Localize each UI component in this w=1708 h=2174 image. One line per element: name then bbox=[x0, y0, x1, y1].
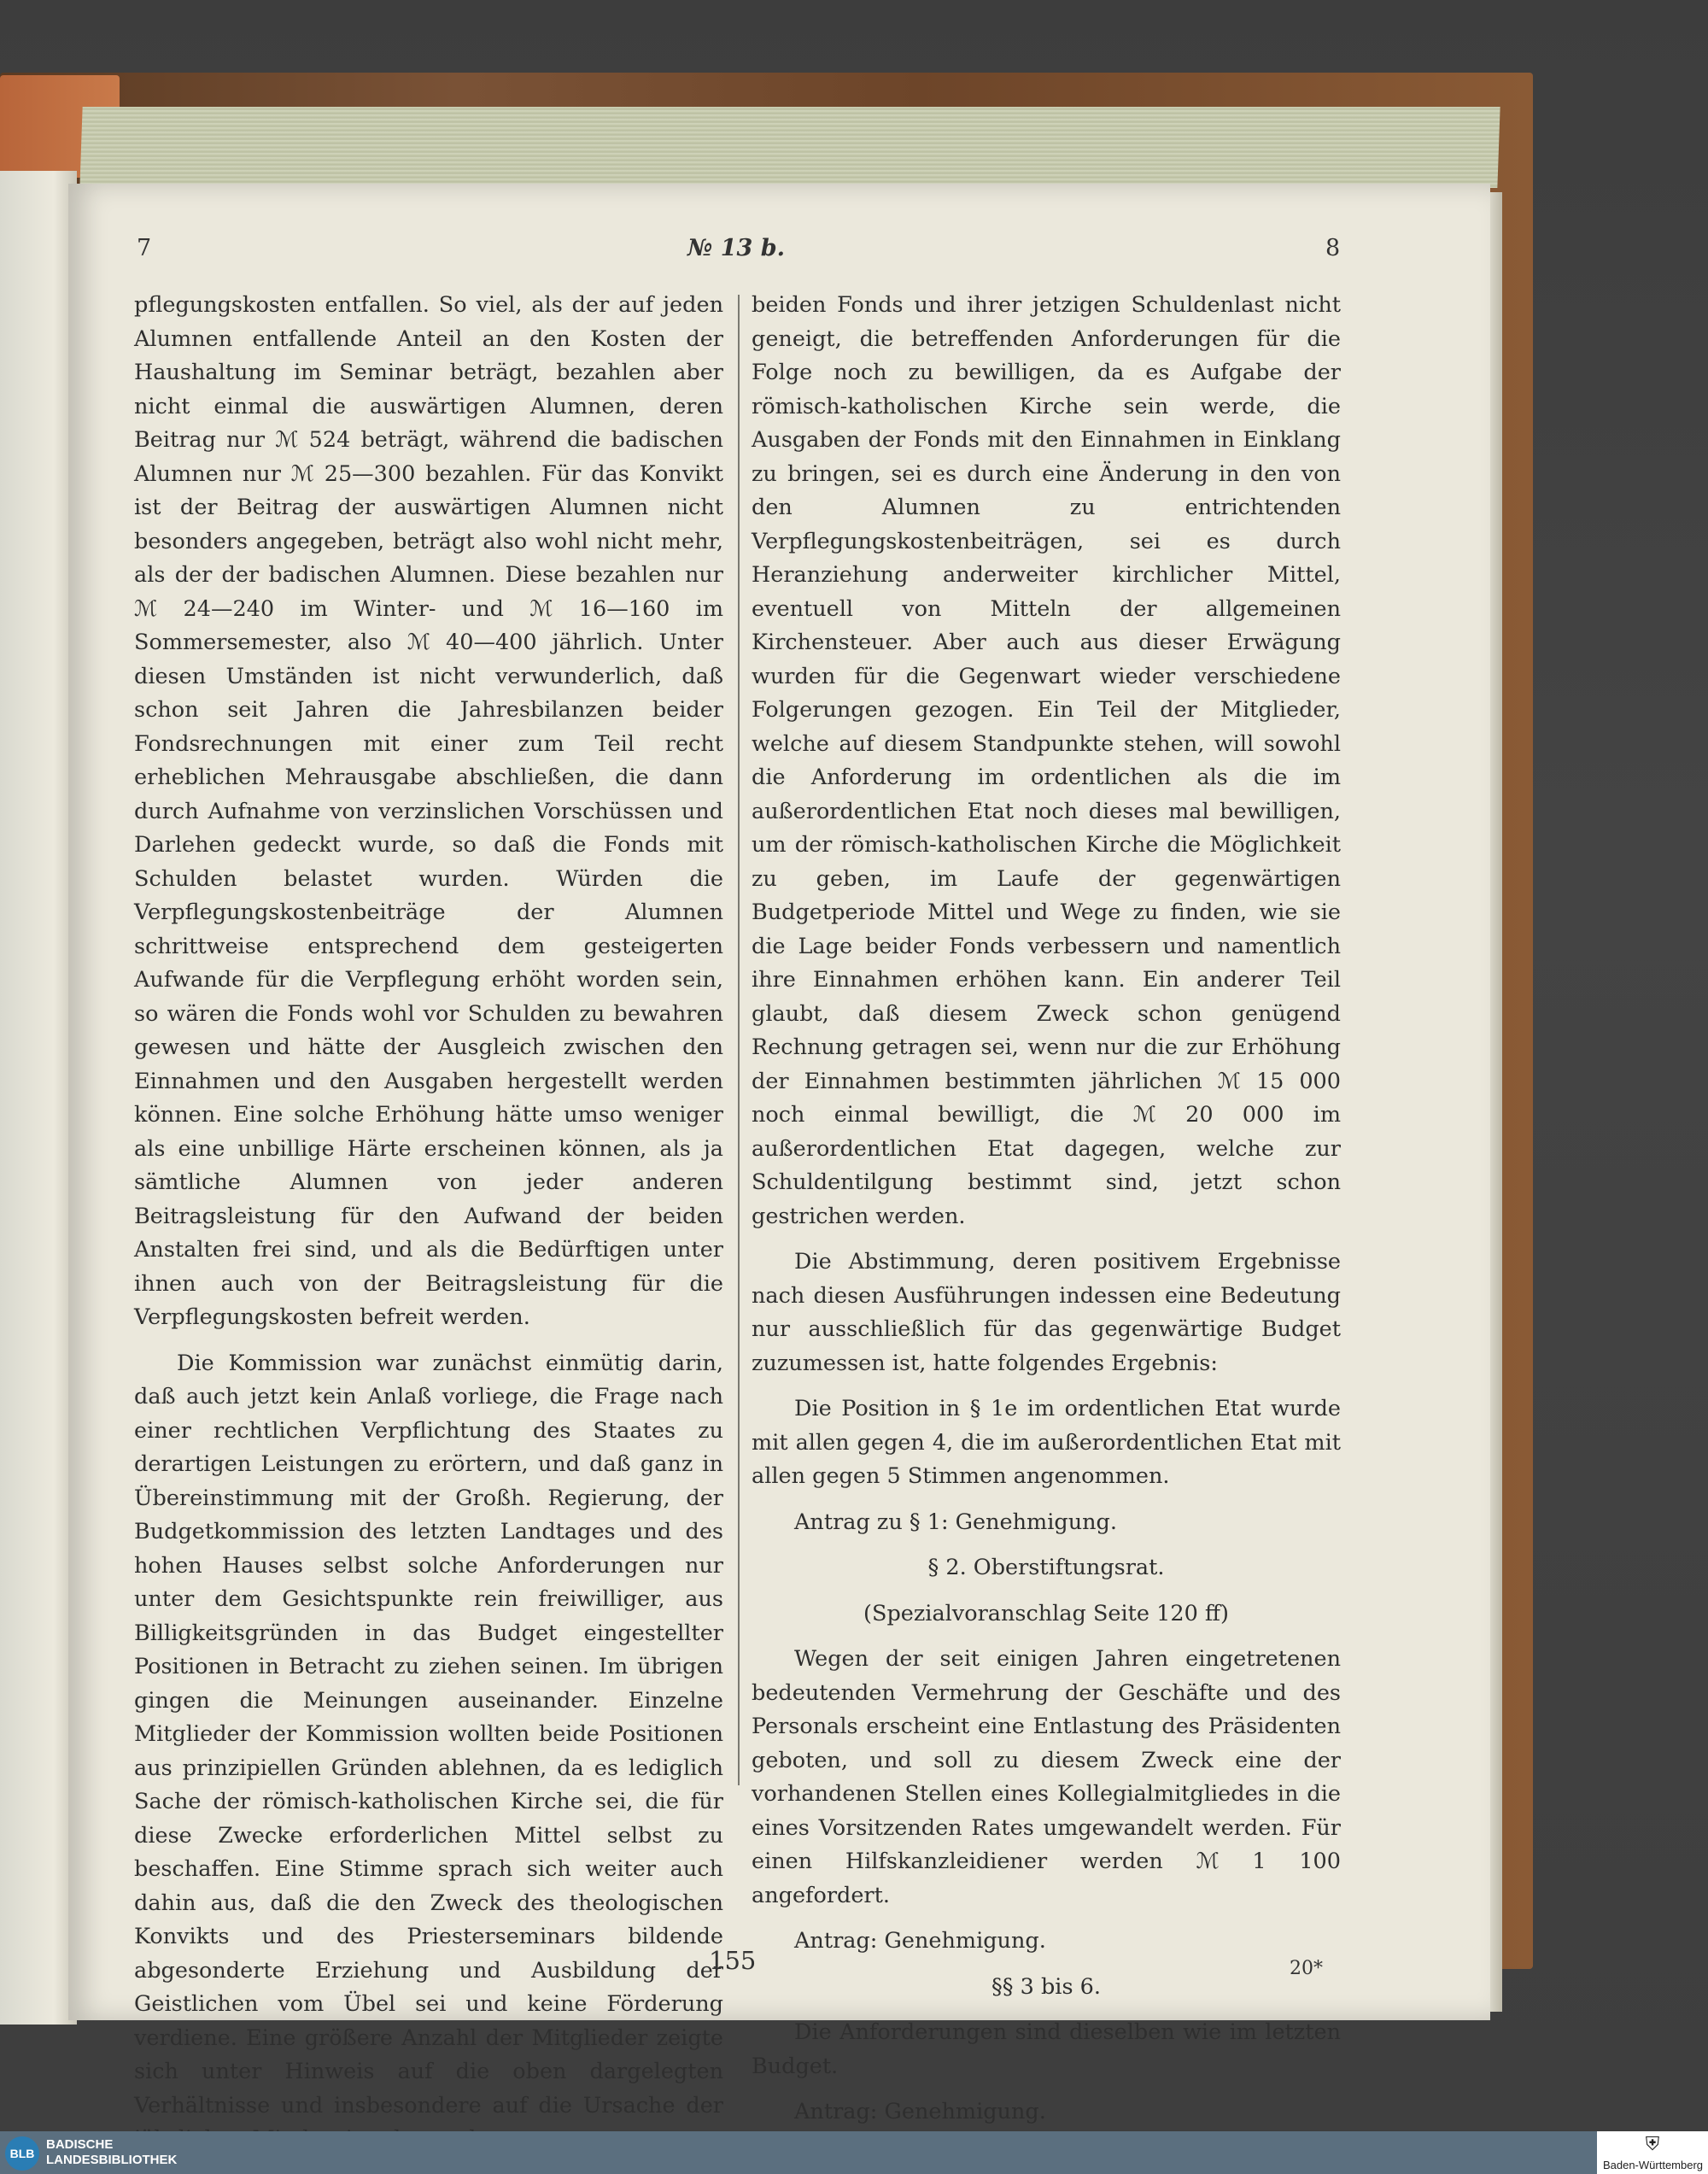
page-stack-edge bbox=[79, 107, 1500, 188]
page-number-right: 8 bbox=[1325, 235, 1341, 261]
library-name-line2: LANDESBIBLIOTHEK bbox=[46, 2153, 178, 2167]
motion-text: Antrag: Genehmigung. bbox=[794, 2099, 1046, 2124]
page-number-left: 7 bbox=[137, 235, 152, 261]
motion-text: Antrag zu § 1: Genehmigung. bbox=[794, 1509, 1117, 1535]
paragraph: Wegen der seit einigen Jahren eingetretenen bedeutenden Vermehrung der Geschäfte und des Personals erscheint eine Entlastung des Präsidenten geboten, und soll zu diesem Zweck eine der vorhandenen Stellen eines Kollegialmitgliedes in die eines Vorsitzenden Rates umgewandelt werden. Für einen Hilfskanzleidiener werden ℳ 1 100 angefordert. bbox=[752, 1646, 1341, 1908]
document-title: № 13 b. bbox=[687, 235, 785, 261]
footer-signature: 20* bbox=[1290, 1958, 1323, 1979]
library-name[interactable] bbox=[46, 2137, 177, 2168]
paragraph: Die Abstimmung, deren positivem Ergebnisse nach diesen Ausführungen indessen eine Bedeutung nur ausschließlich für das gegenwärtige Budget zuzumessen ist, hatte folgendes Ergebnis: bbox=[752, 1249, 1341, 1376]
paragraph: Die Position in § 1e im ordentlichen Etat wurde mit allen gegen 4, die im außerordentlichen Etat mit allen gegen 5 Stimmen angenommen. bbox=[752, 1396, 1341, 1489]
footer-page-number: 155 bbox=[709, 1946, 757, 1975]
state-label: Baden-Württemberg bbox=[1602, 2159, 1704, 2171]
page-edge bbox=[1490, 192, 1502, 2012]
right-column bbox=[752, 289, 1341, 2130]
library-name-line1: BADISCHE bbox=[46, 2137, 114, 2152]
blb-logo[interactable]: BLB bbox=[5, 2136, 39, 2171]
library-footer-bar bbox=[0, 2131, 1708, 2174]
section-heading: §§ 3 bis 6. bbox=[991, 1973, 1101, 2000]
paragraph: Die Anforderungen sind dieselben wie im letzten Budget. bbox=[752, 2019, 1341, 2079]
left-column bbox=[134, 289, 723, 2157]
paragraph: pflegungskosten entfallen. So viel, als der auf jeden Alumnen entfallende Anteil an den Kosten der Haushaltung im Seminar beträgt, bezahlen aber nicht einmal die auswärtigen Alumnen, deren Beitrag nur ℳ 524 beträgt, während die badischen Alumnen nur ℳ 25—300 bezahlen. Für das Konvikt ist der Beitrag der auswärtigen Alumnen nicht besonders angegeben, beträgt also wohl nicht mehr, als der der badischen Alumnen. Diese bezahlen nur ℳ 24—240 im Winter- und ℳ 16—160 im Sommersemester, also ℳ 40—400 jährlich. Unter diesen Umständen ist nicht verwunderlich, daß schon seit Jahren die Jahresbilanzen beider Fondsrechnungen mit einer zum Teil recht erheblichen Mehrausgabe abschließen, die dann durch Aufnahme von verzinslichen Vorschüssen und Darlehen gedeckt wurde, so daß die Fonds mit Schulden belastet wurden. Würden die Verpflegungskostenbeiträge der Alumnen schrittweise entsprechend dem gesteigerten Aufwande für die Verpflegung erhöht worden sein, so wären die Fonds wohl vor Schulden zu bewahren gewesen und hätte der Ausgleich zwischen den Einnahmen und den Ausgaben hergestellt werden können. Eine solche Erhöhung hätte umso weniger als eine unbillige Härte erscheinen können, als ja sämtliche Alumnen von jeder anderen Beitragsleistung für den Aufwand der beiden Anstalten frei sind, und als die Bedürftigen unter ihnen auch von der Beitragsleistung für die Verpflegungskosten befreit werden. bbox=[134, 292, 723, 1330]
section-heading: § 2. Oberstiftungsrat. bbox=[927, 1555, 1165, 1580]
section-subheading: (Spezialvoranschlag Seite 120 ff) bbox=[863, 1600, 1229, 1626]
paragraph: Die Kommission war zunächst einmütig darin, daß auch jetzt kein Anlaß vorliege, die Frage nach einer rechtlichen Verpflichtung des Staates zu derartigen Leistungen zu erörtern, und daß ganz in Übereinstimmung mit der Großh. Regierung, der Budgetkommission des letzten Landtages und des hohen Hauses selbst solche Anforderungen nur unter dem Gesichtspunkte rein freiwilliger, aus Billigkeitsgründen in das Budget eingestellter Positionen in Betracht zu ziehen seinen. Im übrigen gingen die Meinungen auseinander. Einzelne Mitglieder der Kommission wollten beide Positionen aus prinzipiellen Gründen ablehnen, da es lediglich Sache der römisch-katholischen Kirche sei, die für diese Zwecke erforderlichen Mittel selbst zu beschaffen. Eine Stimme sprach sich weiter auch dahin aus, daß die den Zweck des theologischen Konvikts und des Priesterseminars bildende abgesonderte Erziehung und Ausbildung der Geistlichen vom Übel sei und keine Förderung verdiene. Eine größere Anzahl der Mitglieder zeigte sich unter Hinweis auf die oben dargelegten Verhältnisse und insbesondere auf die Ursache der bbox=[134, 1350, 723, 2118]
motion-text: Antrag: Genehmigung. bbox=[794, 1928, 1046, 1954]
paragraph: beiden Fonds und ihrer jetzigen Schuldenlast nicht geneigt, die betreffenden Anforderungen für die Folge noch zu bewilligen, da es Aufgabe der römisch-katholischen Kirche sein werde, die Ausgaben der Fonds mit den Einnahmen in Einklang zu bringen, sei es durch eine Änderung in den von den Alumnen zu entrichtenden Verpflegungskostenbeiträgen, sei es durch Heranziehung anderweiter kirchlicher Mittel, eventuell von Mitteln der allgemeinen Kirchensteuer. Aber auch aus dieser Erwägung wurden für die Gegenwart wieder verschiedene Folgerungen gezogen. Ein Teil der Mitglieder, welche auf diesem Standpunkte stehen, will sowohl die Anforderung im ordentlichen als die im außerordentlichen Etat noch dieses mal bewilligen, um der römisch-katholischen Kirche die Möglichkeit zu geben, im Laufe der gegenwärtigen Budgetperiode Mittel und Wege zu finden, wie sie die Lage beider Fonds verbessern und namentlich ihre Einnahmen erhöhen kann. Ein anderer Teil glaubt, daß diesem Zweck schon genügend Rechnung getragen sei, wenn nur die zur Erhöhung der Einnahmen bestimmten jährlichen ℳ 15 000 noch einmal bewilligt, die ℳ 20 000 im außerordentlichen Etat dagegen, welche zur Schuldentilgung bestimmt sind, jetzt schon gestrichen werden. bbox=[752, 292, 1341, 1229]
column-divider bbox=[738, 295, 740, 1785]
coat-of-arms-icon: ⛨ bbox=[1645, 2134, 1660, 2155]
left-facing-page bbox=[0, 171, 77, 2025]
